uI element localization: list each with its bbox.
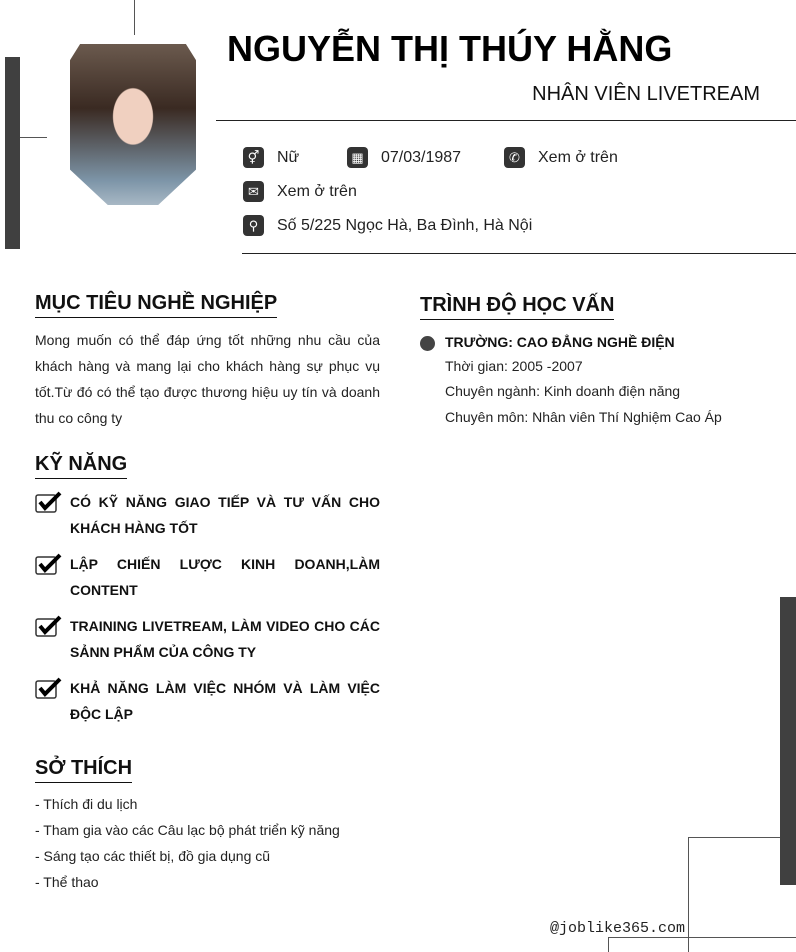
bullet-icon <box>420 336 435 351</box>
info-gender <box>243 147 299 168</box>
birthday-value: 07/03/1987 <box>381 148 462 166</box>
decor-line <box>608 937 609 952</box>
calendar-icon: ▦ <box>347 147 368 168</box>
skill-item <box>35 551 380 603</box>
skill-text: KHẢ NĂNG LÀM VIỆC NHÓM VÀ LÀM VIỆC ĐỘC LẬP <box>70 680 380 722</box>
school-name: TRƯỜNG: CAO ĐẲNG NGHỀ ĐIỆN <box>445 334 675 350</box>
job-title: NHÂN VIÊN LIVETREAM <box>532 83 760 105</box>
skill-item <box>35 675 380 727</box>
info-email <box>243 181 357 202</box>
address-value: Số 5/225 Ngọc Hà, Ba Đình, Hà Nội <box>277 216 533 234</box>
decor-line <box>20 137 47 138</box>
skill-text: LẬP CHIẾN LƯỢC KINH DOANH,LÀM CONTENT <box>70 556 380 598</box>
info-address <box>243 215 532 236</box>
education-heading: TRÌNH ĐỘ HỌC VẤN <box>420 294 614 320</box>
decor-line <box>608 937 796 938</box>
info-birthday <box>347 147 461 168</box>
education-specialty: Chuyên môn: Nhân viên Thí Nghiệm Cao Áp <box>445 409 722 425</box>
divider <box>216 120 796 121</box>
skills-heading: KỸ NĂNG <box>35 453 127 479</box>
hobby-item: - Thích đi du lịch <box>35 796 138 812</box>
skills-list <box>35 489 380 727</box>
gender-icon: ⚥ <box>243 147 264 168</box>
skills-section <box>35 453 380 727</box>
watermark: @joblike365.com <box>550 920 686 937</box>
objective-text: Mong muốn có thể đáp ứng tốt những nhu cầu của khách hàng và mang lại cho khách hàng sự phục vụ tốt.Từ đó có thể tạo được thương hiệu uy tín và doanh thu co công ty <box>35 332 380 426</box>
checkbox-checked-icon <box>35 553 62 575</box>
hobby-item: - Tham gia vào các Câu lạc bộ phát triển kỹ năng <box>35 822 340 838</box>
phone-value: Xem ở trên <box>538 148 618 166</box>
skill-text: CÓ KỸ NĂNG GIAO TIẾP VÀ TƯ VẤN CHO KHÁCH HÀNG TỐT <box>70 494 380 536</box>
gender-value: Nữ <box>277 148 300 166</box>
education-major: Chuyên ngành: Kinh doanh điện năng <box>445 383 681 399</box>
hobbies-list <box>35 791 380 895</box>
education-time: Thời gian: 2005 -2007 <box>445 358 583 374</box>
objective-section <box>35 292 380 431</box>
decor-line <box>688 837 780 838</box>
decor-line <box>688 837 689 952</box>
checkbox-checked-icon <box>35 491 62 513</box>
decor-line <box>134 0 135 35</box>
email-value: Xem ở trên <box>277 182 357 200</box>
hobbies-section <box>35 757 380 895</box>
checkbox-checked-icon <box>35 677 62 699</box>
skill-item <box>35 613 380 665</box>
hobby-item: - Thể thao <box>35 874 99 890</box>
hobby-item: - Sáng tạo các thiết bị, đồ gia dụng cũ <box>35 848 271 864</box>
info-phone <box>504 147 618 168</box>
decor-bar-left <box>5 57 20 249</box>
email-icon: ✉ <box>243 181 264 202</box>
checkbox-checked-icon <box>35 615 62 637</box>
candidate-name: NGUYỄN THỊ THÚY HẰNG <box>227 28 673 69</box>
location-icon: ⚲ <box>243 215 264 236</box>
hobbies-heading: SỞ THÍCH <box>35 757 132 783</box>
objective-heading: MỤC TIÊU NGHỀ NGHIỆP <box>35 292 277 318</box>
skill-text: TRAINING LIVETREAM, LÀM VIDEO CHO CÁC SẢNN PHẨM CỦA CÔNG TY <box>70 618 380 660</box>
avatar <box>70 44 196 205</box>
skill-item <box>35 489 380 541</box>
divider <box>242 253 796 254</box>
left-column <box>35 292 380 895</box>
decor-bar-right <box>780 597 796 885</box>
phone-icon: ✆ <box>504 147 525 168</box>
